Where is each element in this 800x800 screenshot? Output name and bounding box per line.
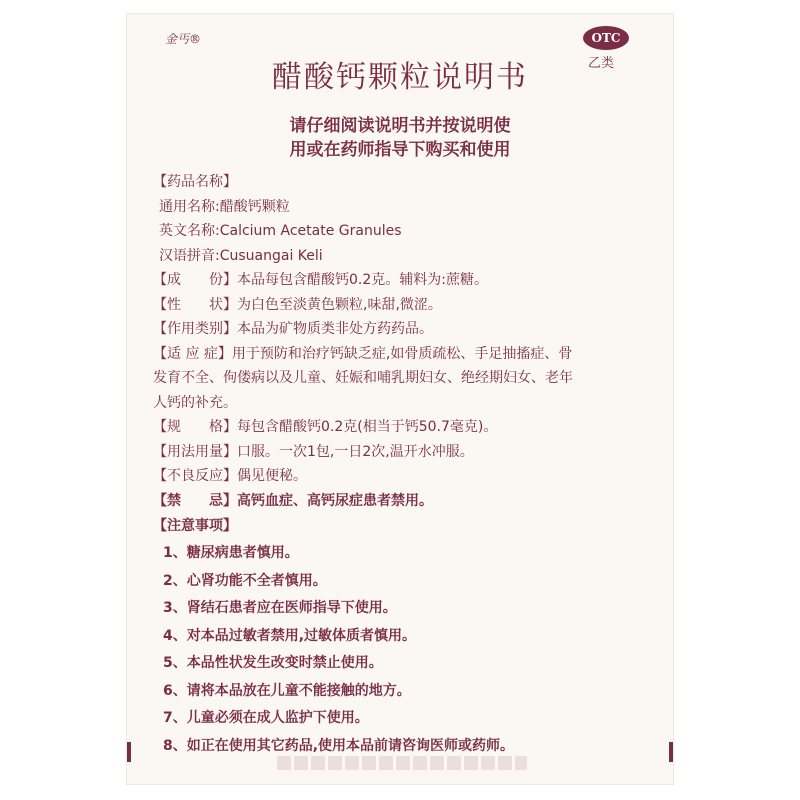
pinyin-label: 汉语拼音: xyxy=(159,247,220,264)
indications-line-1: 用于预防和治疗钙缺乏症,如骨质疏松、手足抽搐症、骨 xyxy=(231,345,573,362)
adverse-label: 【不良反应】 xyxy=(153,468,237,484)
spec-row xyxy=(153,415,663,440)
adverse-row xyxy=(153,464,663,489)
pinyin-value: Cusuangai Keli xyxy=(219,247,323,264)
caution-item: 7、儿童必须在成人监护下使用。 xyxy=(163,710,369,726)
caution-item: 2、心肾功能不全者慎用。 xyxy=(163,572,327,589)
indications-line-3: 人钙的补充。 xyxy=(153,394,237,411)
spec-label: 【规 格】 xyxy=(153,419,237,435)
bleed-through-text xyxy=(277,756,527,770)
category-label: 【作用类别】 xyxy=(153,321,237,337)
reading-notice xyxy=(127,114,673,162)
indications-label: 【适 应 症】 xyxy=(153,345,232,362)
indications-line-2: 发育不全、佝偻病以及儿童、妊娠和哺乳期妇女、绝经期妇女、老年 xyxy=(153,370,573,386)
usage-label: 【用法用量】 xyxy=(153,443,237,460)
notice-line-2: 用或在药师指导下购买和使用 xyxy=(289,140,511,160)
ingredients-label: 【成 份】 xyxy=(153,272,237,288)
caution-item: 8、如正在使用其它药品,使用本品前请咨询医师或药师。 xyxy=(163,737,515,754)
instruction-body xyxy=(153,170,663,760)
english-name-row xyxy=(153,219,663,244)
brand-logo: 金丐® xyxy=(165,32,202,46)
ingredients-row xyxy=(153,268,663,293)
usage-value: 口服。一次1包,一日2次,温开水冲服。 xyxy=(237,443,474,460)
caution-item: 4、对本品过敏者禁用,过敏体质者慎用。 xyxy=(163,627,417,644)
drug-name-header: 【药品名称】 xyxy=(153,174,237,190)
left-fold-mark xyxy=(127,742,131,762)
right-fold-mark xyxy=(669,742,673,762)
contraindications-value: 高钙血症、高钙尿症患者禁用。 xyxy=(237,492,433,509)
usage-row xyxy=(153,440,663,465)
caution-item: 5、本品性状发生改变时禁止使用。 xyxy=(163,655,383,671)
category-row xyxy=(153,317,663,342)
caution-item: 1、糖尿病患者慎用。 xyxy=(163,545,299,561)
generic-name-row xyxy=(153,195,663,220)
contraindications-label: 【禁 忌】 xyxy=(153,492,237,509)
adverse-value: 偶见便秘。 xyxy=(237,468,307,484)
pinyin-row xyxy=(153,244,663,269)
generic-name-value: 醋酸钙颗粒 xyxy=(219,198,290,215)
description-label: 【性 状】 xyxy=(153,296,237,313)
indications-row xyxy=(153,342,663,367)
caution-item: 3、肾结石患者应在医师指导下使用。 xyxy=(163,600,397,616)
description-value: 为白色至淡黄色颗粒,味甜,微涩。 xyxy=(237,296,442,313)
ingredients-value: 本品每包含醋酸钙0.2克。辅料为:蔗糖。 xyxy=(237,272,488,288)
spec-value: 每包含醋酸钙0.2克(相当于钙50.7毫克)。 xyxy=(237,419,498,435)
page-title: 醋酸钙颗粒说明书 xyxy=(272,60,528,95)
otc-category: 乙类 xyxy=(588,56,615,71)
caution-item: 6、请将本品放在儿童不能接触的地方。 xyxy=(163,682,411,699)
description-row xyxy=(153,293,663,318)
otc-badge: OTC xyxy=(583,26,629,50)
generic-name-label: 通用名称: xyxy=(159,198,220,215)
english-name-value: Calcium Acetate Granules xyxy=(219,223,402,239)
category-value: 本品为矿物质类非处方药药品。 xyxy=(237,321,433,337)
instruction-sheet xyxy=(127,14,673,784)
notice-line-1: 请仔细阅读说明书并按说明使 xyxy=(289,116,511,136)
cautions-header: 【注意事项】 xyxy=(153,518,237,534)
english-name-label: 英文名称: xyxy=(159,223,220,239)
contraindications-row xyxy=(153,489,663,514)
